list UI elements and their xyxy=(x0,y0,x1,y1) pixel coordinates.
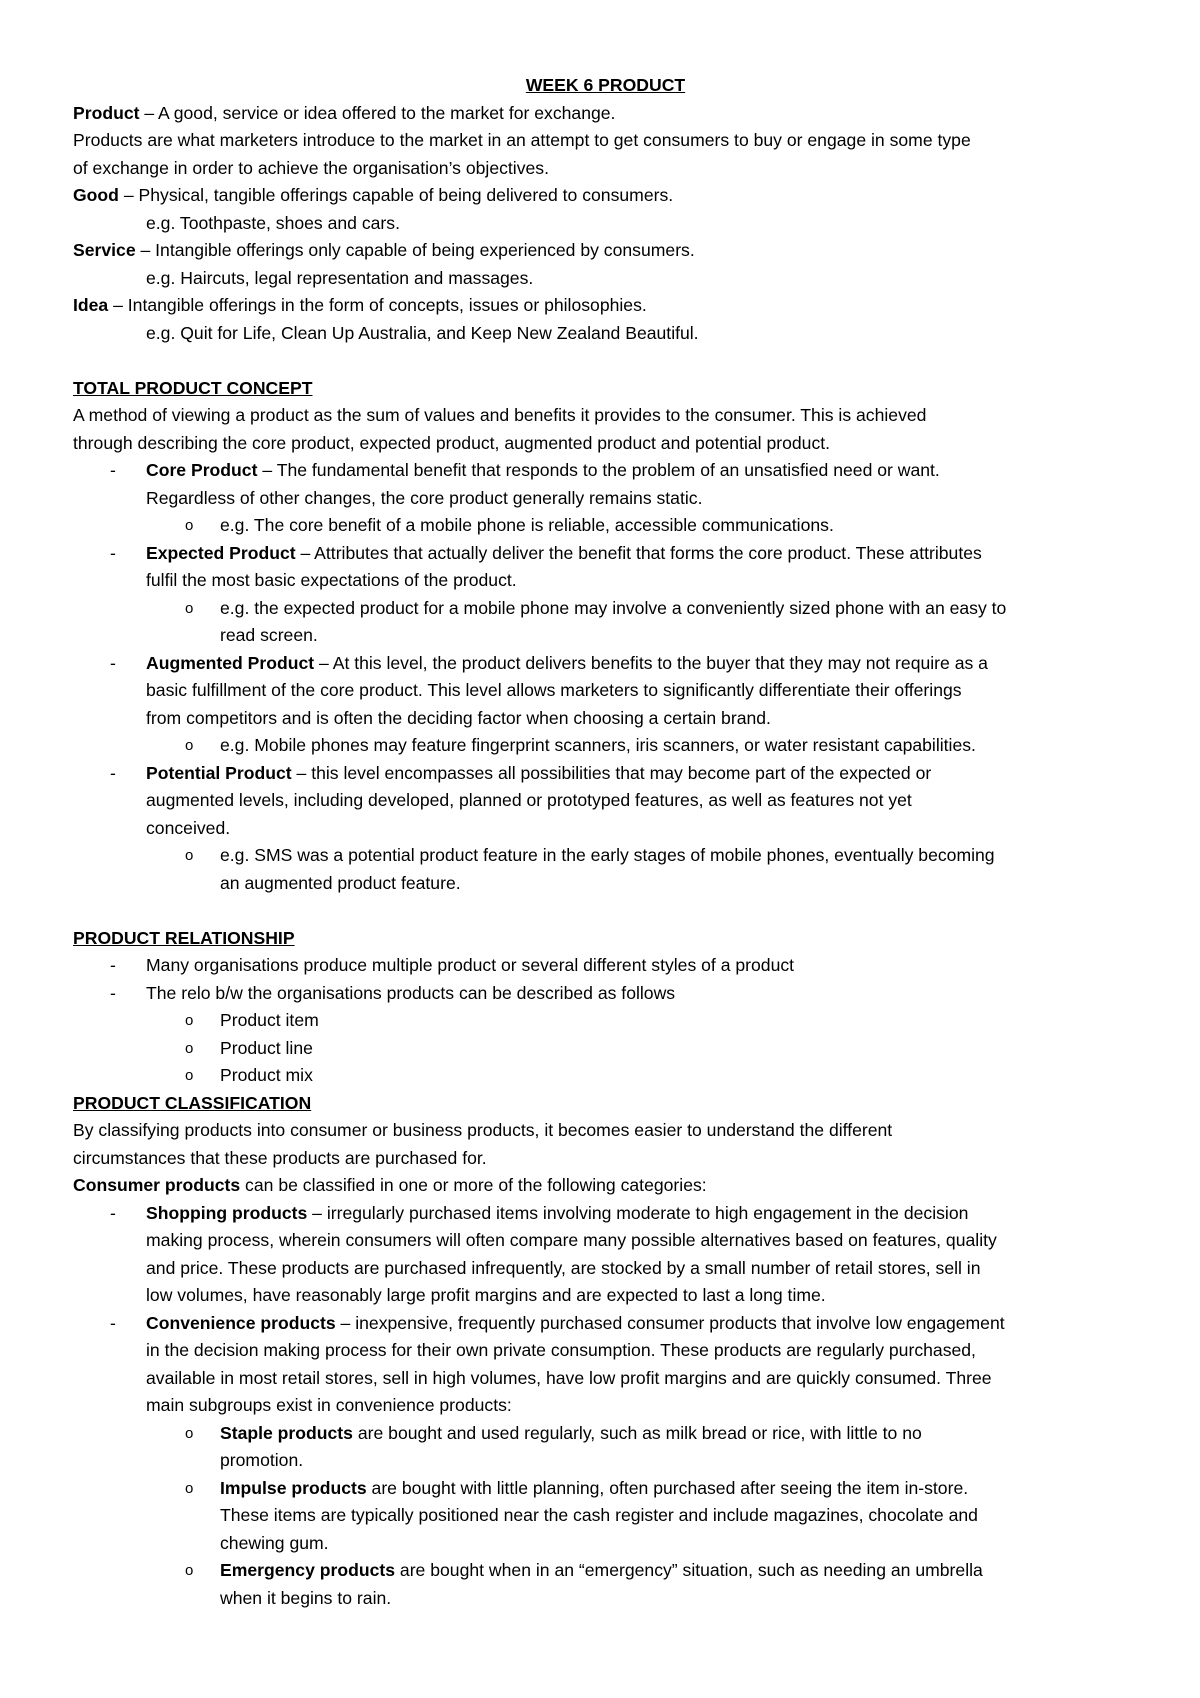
term-product: Product xyxy=(73,102,140,123)
list-item-continuation: basic fulfillment of the core product. This level allows marketers to significantly differentiate their offerings xyxy=(146,680,962,700)
list-item-continuation: in the decision making process for their own private consumption. These products are regularly purchased, xyxy=(146,1340,976,1360)
term-core-product: Core Product xyxy=(146,460,258,480)
service-example: e.g. Haircuts, legal representation and massages. xyxy=(146,267,534,288)
paragraph-line: through describing the core product, expected product, augmented product and potential product. xyxy=(73,432,831,453)
product-definition: – A good, service or idea offered to the market for exchange. xyxy=(139,102,616,123)
expected-text: – Attributes that actually deliver the benefit that forms the core product. These attributes xyxy=(295,542,982,563)
potential-text: – this level encompasses all possibilities that may become part of the expected or xyxy=(291,762,932,783)
sub-list-item xyxy=(73,1007,1138,1035)
shopping-text: – irregularly purchased items involving moderate to high engagement in the decision xyxy=(307,1202,969,1223)
idea-example: e.g. Quit for Life, Clean Up Australia, and Keep New Zealand Beautiful. xyxy=(146,322,699,343)
core-example: e.g. The core benefit of a mobile phone is reliable, accessible communications. xyxy=(220,515,834,535)
list-item-text: The relo b/w the organisations products can be described as follows xyxy=(146,982,676,1003)
list-item-continuation: fulfil the most basic expectations of the product. xyxy=(146,570,517,590)
paragraph-line: circumstances that these products are purchased for. xyxy=(73,1147,487,1168)
list-item-shopping-products xyxy=(73,1200,1138,1228)
list-item-potential-product xyxy=(73,760,1138,788)
circle-bullet-marker: o xyxy=(185,1479,194,1497)
paragraph-line: of exchange in order to achieve the organisation’s objectives. xyxy=(73,157,549,178)
sub-bullet-continuation: read screen. xyxy=(220,625,318,645)
term-consumer-products: Consumer products xyxy=(73,1175,241,1195)
emergency-text: are bought when in an “emergency” situation, such as needing an umbrella xyxy=(395,1560,983,1580)
term-service: Service xyxy=(73,240,136,260)
term-emergency-products: Emergency products xyxy=(220,1560,396,1580)
dash-marker: - xyxy=(110,542,116,563)
sub-bullet-continuation: promotion. xyxy=(220,1450,304,1470)
list-item-continuation: from competitors and is often the deciding factor when choosing a certain brand. xyxy=(146,707,771,728)
circle-bullet-marker: o xyxy=(185,737,194,754)
list-item xyxy=(73,980,1138,1008)
list-item-continuation: augmented levels, including developed, planned or prototyped features, as well as features not yet xyxy=(146,790,912,810)
sub-bullet-potential-example xyxy=(73,842,1138,870)
impulse-text: are bought with little planning, often purchased after seeing the item in-store. xyxy=(366,1477,969,1498)
sub-bullet-continuation: an augmented product feature. xyxy=(220,872,461,893)
consumer-products-text: can be classified in one or more of the following categories: xyxy=(240,1175,707,1195)
document-page xyxy=(73,72,1138,1612)
dash-marker: - xyxy=(110,762,116,783)
term-good: Good xyxy=(73,185,119,205)
idea-definition: – Intangible offerings in the form of concepts, issues or philosophies. xyxy=(108,295,647,315)
sub-bullet-augmented-example xyxy=(73,732,1138,760)
augmented-text: – At this level, the product delivers benefits to the buyer that they may not require as a xyxy=(314,652,988,673)
service-definition: – Intangible offerings only capable of being experienced by consumers. xyxy=(135,240,695,260)
heading-product-relationship: PRODUCT RELATIONSHIP xyxy=(73,927,295,948)
staple-text: are bought and used regularly, such as milk bread or rice, with little to no xyxy=(352,1422,922,1443)
circle-bullet-marker: o xyxy=(185,1067,194,1084)
list-item-continuation: available in most retail stores, sell in high volumes, have low profit margins and are quickly consumed. Three xyxy=(146,1367,992,1388)
list-item-continuation: making process, wherein consumers will often compare many possible alternatives based on features, quality xyxy=(146,1230,997,1250)
list-item-continuation: low volumes, have reasonably large profit margins and are expected to last a long time. xyxy=(146,1285,826,1305)
paragraph-line: By classifying products into consumer or business products, it becomes easier to understand the different xyxy=(73,1120,893,1140)
list-item-continuation: and price. These products are purchased infrequently, are stocked by a small number of retail stores, sell in xyxy=(146,1257,981,1278)
list-item-continuation: conceived. xyxy=(146,817,231,838)
list-item-continuation: Regardless of other changes, the core product generally remains static. xyxy=(146,487,703,508)
convenience-text: – inexpensive, frequently purchased consumer products that involve low engagement xyxy=(335,1312,1005,1333)
circle-bullet-marker: o xyxy=(185,1562,194,1579)
definition-service xyxy=(73,237,1138,265)
circle-bullet-marker: o xyxy=(185,1424,194,1442)
sub-bullet-core-example xyxy=(73,512,1138,540)
term-impulse-products: Impulse products xyxy=(220,1477,367,1498)
sub-bullet-continuation: chewing gum. xyxy=(220,1532,329,1553)
product-line-label: Product line xyxy=(220,1037,313,1058)
circle-bullet-marker: o xyxy=(185,599,194,617)
list-item-convenience-products xyxy=(73,1310,1138,1338)
sub-list-item xyxy=(73,1035,1138,1063)
heading-total-product-concept: TOTAL PRODUCT CONCEPT xyxy=(73,377,313,398)
circle-bullet-marker: o xyxy=(185,1012,194,1029)
core-text: – The fundamental benefit that responds to the problem of an unsatisfied need or want. xyxy=(257,460,940,480)
term-convenience-products: Convenience products xyxy=(146,1312,336,1333)
product-item-label: Product item xyxy=(220,1010,319,1030)
term-idea: Idea xyxy=(73,295,109,315)
term-shopping-products: Shopping products xyxy=(146,1202,308,1223)
circle-bullet-marker: o xyxy=(185,1039,194,1057)
sub-bullet-continuation: when it begins to rain. xyxy=(220,1587,392,1608)
good-example: e.g. Toothpaste, shoes and cars. xyxy=(146,212,400,233)
list-item-text: Many organisations produce multiple product or several different styles of a product xyxy=(146,955,795,975)
paragraph-line: Products are what marketers introduce to the market in an attempt to get consumers to buy or engage in some type xyxy=(73,130,971,150)
sub-bullet-emergency-products xyxy=(73,1557,1138,1585)
dash-marker: - xyxy=(110,982,116,1003)
list-item-augmented-product xyxy=(73,650,1138,678)
dash-marker: - xyxy=(110,955,116,975)
circle-bullet-marker: o xyxy=(185,517,194,534)
dash-marker: - xyxy=(110,652,116,673)
definition-idea xyxy=(73,292,1138,320)
list-item-expected-product xyxy=(73,540,1138,568)
dash-marker: - xyxy=(110,1202,116,1223)
term-expected-product: Expected Product xyxy=(146,542,296,563)
sub-bullet-staple-products xyxy=(73,1420,1138,1448)
paragraph-line: A method of viewing a product as the sum of values and benefits it provides to the consumer. This is achieved xyxy=(73,405,927,425)
definition-good xyxy=(73,182,1138,210)
good-definition: – Physical, tangible offerings capable of being delivered to consumers. xyxy=(118,185,674,205)
sub-bullet-continuation: These items are typically positioned near the cash register and include magazines, chocolate and xyxy=(220,1505,978,1525)
term-potential-product: Potential Product xyxy=(146,762,292,783)
list-item xyxy=(73,952,1138,980)
augmented-example: e.g. Mobile phones may feature fingerprint scanners, iris scanners, or water resistant capabilities. xyxy=(220,735,976,755)
sub-list-item xyxy=(73,1062,1138,1090)
potential-example: e.g. SMS was a potential product feature in the early stages of mobile phones, eventually becoming xyxy=(220,845,995,865)
product-mix-label: Product mix xyxy=(220,1065,313,1085)
list-item-core-product xyxy=(73,457,1138,485)
sub-bullet-expected-example xyxy=(73,595,1138,623)
term-augmented-product: Augmented Product xyxy=(146,652,315,673)
sub-bullet-impulse-products xyxy=(73,1475,1138,1503)
circle-bullet-marker: o xyxy=(185,847,194,864)
list-item-continuation: main subgroups exist in convenience products: xyxy=(146,1395,512,1415)
term-staple-products: Staple products xyxy=(220,1422,353,1443)
heading-product-classification: PRODUCT CLASSIFICATION xyxy=(73,1092,312,1113)
dash-marker: - xyxy=(110,1312,116,1333)
dash-marker: - xyxy=(110,460,116,480)
page-title: WEEK 6 PRODUCT xyxy=(525,75,686,95)
expected-example: e.g. the expected product for a mobile phone may involve a conveniently sized phone with an easy to xyxy=(220,597,1007,618)
definition-product xyxy=(73,100,1138,128)
consumer-products-intro xyxy=(73,1172,1138,1200)
